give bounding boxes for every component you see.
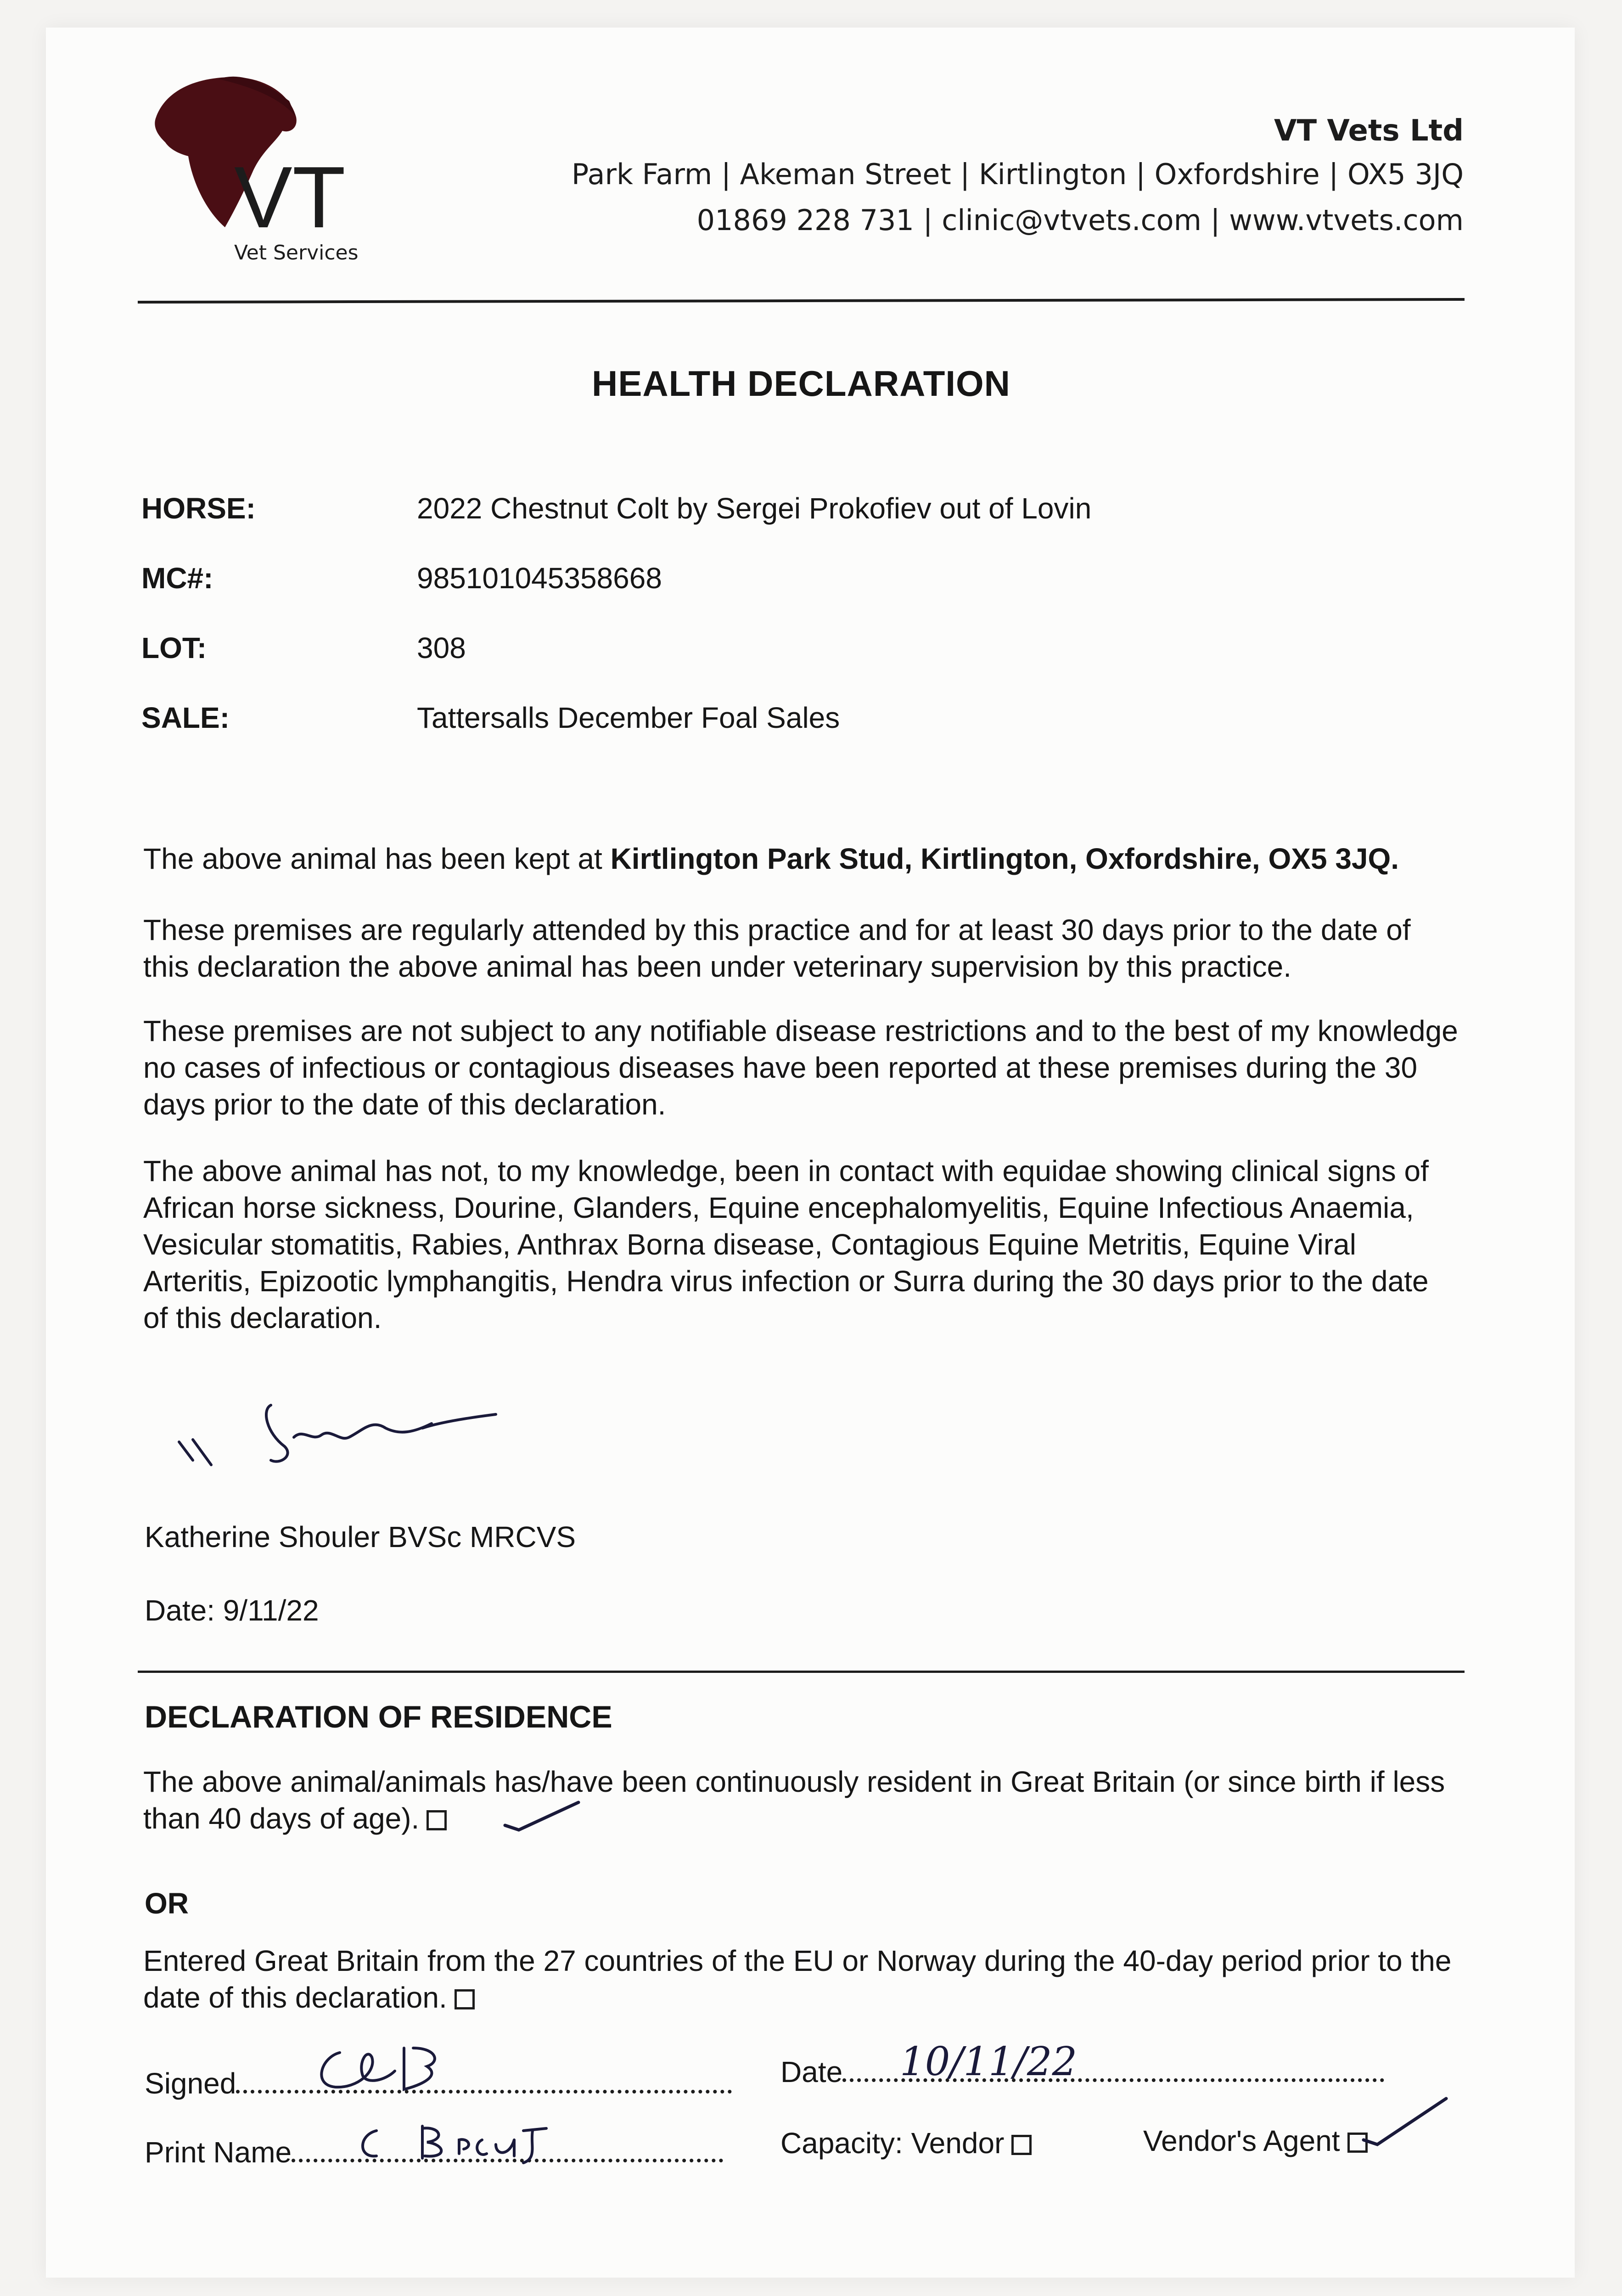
detail-row-horse: [141, 491, 1091, 561]
date-field: [780, 2055, 1384, 2089]
vet-date: Date: 9/11/22: [145, 1594, 319, 1627]
vet-name: Katherine Shouler BVSc MRCVS: [145, 1520, 576, 1553]
supervision-paragraph: These premises are regularly attended by this practice and for at least 30 days prior to the date of this declaration the above animal has been under veterinary supervision by this practice.: [143, 913, 1411, 983]
company-block: [572, 110, 1464, 243]
logo-subtitle: Vet Services: [234, 241, 359, 264]
section-divider: [138, 1671, 1465, 1673]
residence-option-1-text: The above animal/animals has/have been continuously resident in Great Britain (or since birth if less than 40 days of age).: [143, 1765, 1445, 1835]
residence-option-2-checkbox[interactable]: [455, 1989, 475, 2009]
detail-label: SALE:: [141, 701, 230, 734]
vendor-agent-field: [1143, 2124, 1368, 2158]
residence-option-2: [143, 1942, 1465, 2016]
residence-option-1-checkbox[interactable]: [427, 1810, 447, 1830]
detail-value: 2022 Chestnut Colt by Sergei Prokofiev out of Lovin: [417, 492, 1092, 525]
residence-option-1: [143, 1763, 1465, 1837]
detail-row-mc: [141, 561, 1091, 631]
signed-label: Signed: [145, 2067, 236, 2100]
detail-label: LOT:: [141, 631, 207, 664]
detail-label: HORSE:: [141, 492, 256, 525]
detail-value: 308: [417, 631, 466, 664]
capacity-label: Capacity: Vendor: [780, 2127, 1005, 2160]
or-separator: OR: [145, 1887, 189, 1920]
logo-vt-text: VT: [234, 149, 346, 246]
contact-paragraph: The above animal has not, to my knowledge, been in contact with equidae showing clinical signs of African horse sickness, Dourine, Glanders, Equine encephalomyelitis, Equine Infectious Anaemia, Vesicular stomatitis, Rabies, Anthrax Borna disease, Contagious Equine Metritis, Equine Viral Arteritis, Epizootic lymphangitis, Hendra virus infection or Surra during the 30 days prior to the date of this declaration.: [143, 1154, 1429, 1334]
detail-value: Tattersalls December Foal Sales: [417, 701, 840, 734]
handwritten-print-name: [349, 2112, 588, 2167]
company-name: VT Vets Ltd: [1274, 114, 1464, 148]
date-label: Date: [780, 2055, 843, 2088]
handwritten-date: 10/11/22: [900, 2039, 1078, 2085]
vt-horse-logo: [138, 73, 395, 266]
print-name-label: Print Name: [145, 2136, 292, 2169]
premises-paragraph: [143, 840, 1461, 877]
vendor-agent-label: Vendor's Agent: [1143, 2124, 1340, 2157]
residence-option-2-text: Entered Great Britain from the 27 countries of the EU or Norway during the 40-day period prior to the date of this declaration.: [143, 1944, 1452, 2014]
detail-label: MC#:: [141, 562, 213, 595]
detail-row-lot: [141, 631, 1091, 701]
checkmark-icon: [500, 1798, 583, 1839]
disease-restrictions-paragraph: These premises are not subject to any notifiable disease restrictions and to the best of my knowledge no cases of infectious or contagious diseases have been reported at these premises during the 30 days prior to the date of this declaration.: [143, 1014, 1458, 1121]
detail-row-sale: [141, 701, 1091, 771]
declarant-signature: [303, 2034, 496, 2099]
vendor-checkbox[interactable]: [1011, 2135, 1032, 2155]
document-title: HEALTH DECLARATION: [591, 363, 1011, 404]
premises-address: Kirtlington Park Stud, Kirtlington, Oxfordshire, OX5 3JQ.: [610, 842, 1399, 875]
company-address: Park Farm | Akeman Street | Kirtlington | Oxfordshire | OX5 3JQ: [571, 158, 1464, 191]
company-contact: 01869 228 731 | clinic@vtvets.com | www.vtvets.com: [696, 203, 1464, 237]
premises-prefix: The above animal has been kept at: [143, 842, 611, 875]
capacity-field: [780, 2126, 1032, 2160]
vet-signature: [174, 1391, 523, 1502]
detail-value: 985101045358668: [417, 562, 662, 595]
residence-title: DECLARATION OF RESIDENCE: [145, 1699, 612, 1734]
horse-details: [141, 491, 1091, 771]
agent-checkmark-icon: [1359, 2094, 1451, 2154]
